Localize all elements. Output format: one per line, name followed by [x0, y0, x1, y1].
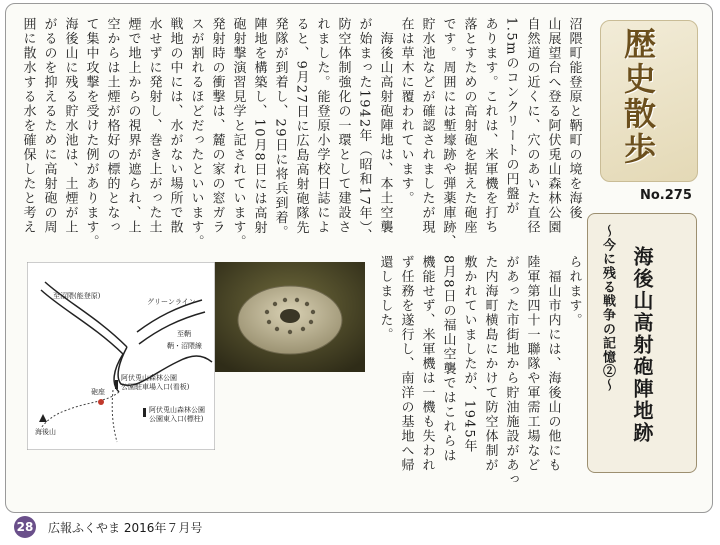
issue-number: No.275	[640, 188, 692, 203]
body-column: 福山市内には、海後山の他にも	[545, 255, 561, 473]
map-label: 至鞆	[177, 330, 191, 338]
body-column: 囲に散水する水を確保したと考え	[20, 17, 36, 235]
body-column: 山展望台へ登る阿伏兎山森林公園	[545, 17, 561, 235]
body-column: スが割れるほどだったといいます。	[188, 17, 204, 249]
series-title-box	[600, 20, 698, 182]
body-column: 空からは土煙が格好の標的となっ	[104, 17, 120, 235]
body-column: 海後山高射砲陣地は、本土空襲	[377, 17, 393, 235]
gun-emplacement-marker	[98, 399, 104, 405]
page-number: 28	[14, 516, 36, 538]
body-column: 貯水池などが確認されましたが現	[419, 17, 435, 235]
body-column: が始まった1942年（昭和17年）、	[356, 17, 372, 244]
map-label: 砲座	[91, 388, 105, 396]
body-column: て集中攻撃を受けた例があります。	[83, 17, 99, 249]
body-column: 砲射撃演習見学と記されています。	[230, 17, 246, 249]
map-label: 阿伏兎山森林公園	[149, 406, 205, 414]
body-column: 還しました。	[377, 255, 393, 342]
body-column: 水せずに発射し、巻き上がった土	[146, 17, 162, 235]
body-column: 陸軍第四十一聯隊や軍需工場など	[524, 255, 540, 473]
body-column: があった市街地から貯油施設があっ	[503, 255, 519, 487]
body-column: 発隊が到着し、29日に将兵到着。	[272, 17, 288, 240]
headline-box	[587, 213, 697, 473]
map-label: 公園東入口(標柱)	[149, 415, 204, 423]
body-column: た内海町横島にかけて防空体制が	[482, 255, 498, 473]
body-column: 防空体制強化の一環として建設さ	[335, 17, 351, 235]
publication-name: 広報ふくやま 2016年７月号	[48, 521, 203, 535]
post-icon	[143, 408, 146, 417]
body-column: 陣地を構築し、10月8日には高射	[251, 17, 267, 235]
body-column: 海後山に残る貯水池は、土煙が上	[62, 17, 78, 235]
body-column: 自然道の近くに、穴のあいた直径	[524, 17, 540, 235]
center-hole	[280, 309, 300, 323]
body-column: 落とすための高射砲を据えた砲座	[461, 17, 477, 235]
body-column: 機能せず、米軍機は一機も失われ	[419, 255, 435, 473]
map-label: 海後山	[35, 428, 56, 436]
body-column: あります。これは、米軍機を打ち	[482, 17, 498, 235]
body-column: 沼隈町能登原と鞆町の境を海後	[566, 17, 582, 220]
body-column: ず任務を遂行し、南洋の基地へ帰	[398, 255, 414, 473]
body-column: 敷かれていましたが、1945年	[461, 255, 477, 454]
map-label: 阿伏兎山森林公園	[121, 374, 177, 382]
body-column: 8月8日の福山空襲ではこれらは	[440, 255, 456, 464]
map-label: 鞆・沼隈線	[167, 342, 202, 350]
article-title: 海後山高射砲陣地跡	[630, 246, 654, 444]
body-column: がるのを抑えるために高射砲の周	[41, 17, 57, 235]
body-column: れました。能登原小学校日誌によ	[314, 17, 330, 235]
map-label: グリーンライン	[147, 298, 196, 306]
body-column: です。周囲には塹壕跡や弾薬庫跡、	[440, 17, 456, 249]
body-column: 煙で地上からの視界が遮られ、上	[125, 17, 141, 235]
body-column: 1.5mのコンクリートの円盤が	[503, 17, 519, 216]
article-subtitle: ～今に残る戦争の記憶②～	[600, 224, 615, 392]
map-label: 至沼隈(能登原)	[53, 292, 101, 300]
body-column: られます。	[566, 255, 582, 328]
location-map	[27, 262, 215, 450]
sign-icon	[115, 380, 118, 389]
series-title: 歴史散歩	[619, 27, 657, 167]
body-column: 発射時の衝撃は、麓の家の窓ガラ	[209, 17, 225, 235]
body-column: ると、9月27日に広島高射砲隊先	[293, 17, 309, 235]
map-label: 公園駐車場入口(看板)	[121, 383, 190, 391]
body-column: 在は草木に覆われています。	[398, 17, 414, 206]
emplacement-photo	[215, 262, 365, 372]
body-column: 戦地の中には、水がない場所で散	[167, 17, 183, 235]
